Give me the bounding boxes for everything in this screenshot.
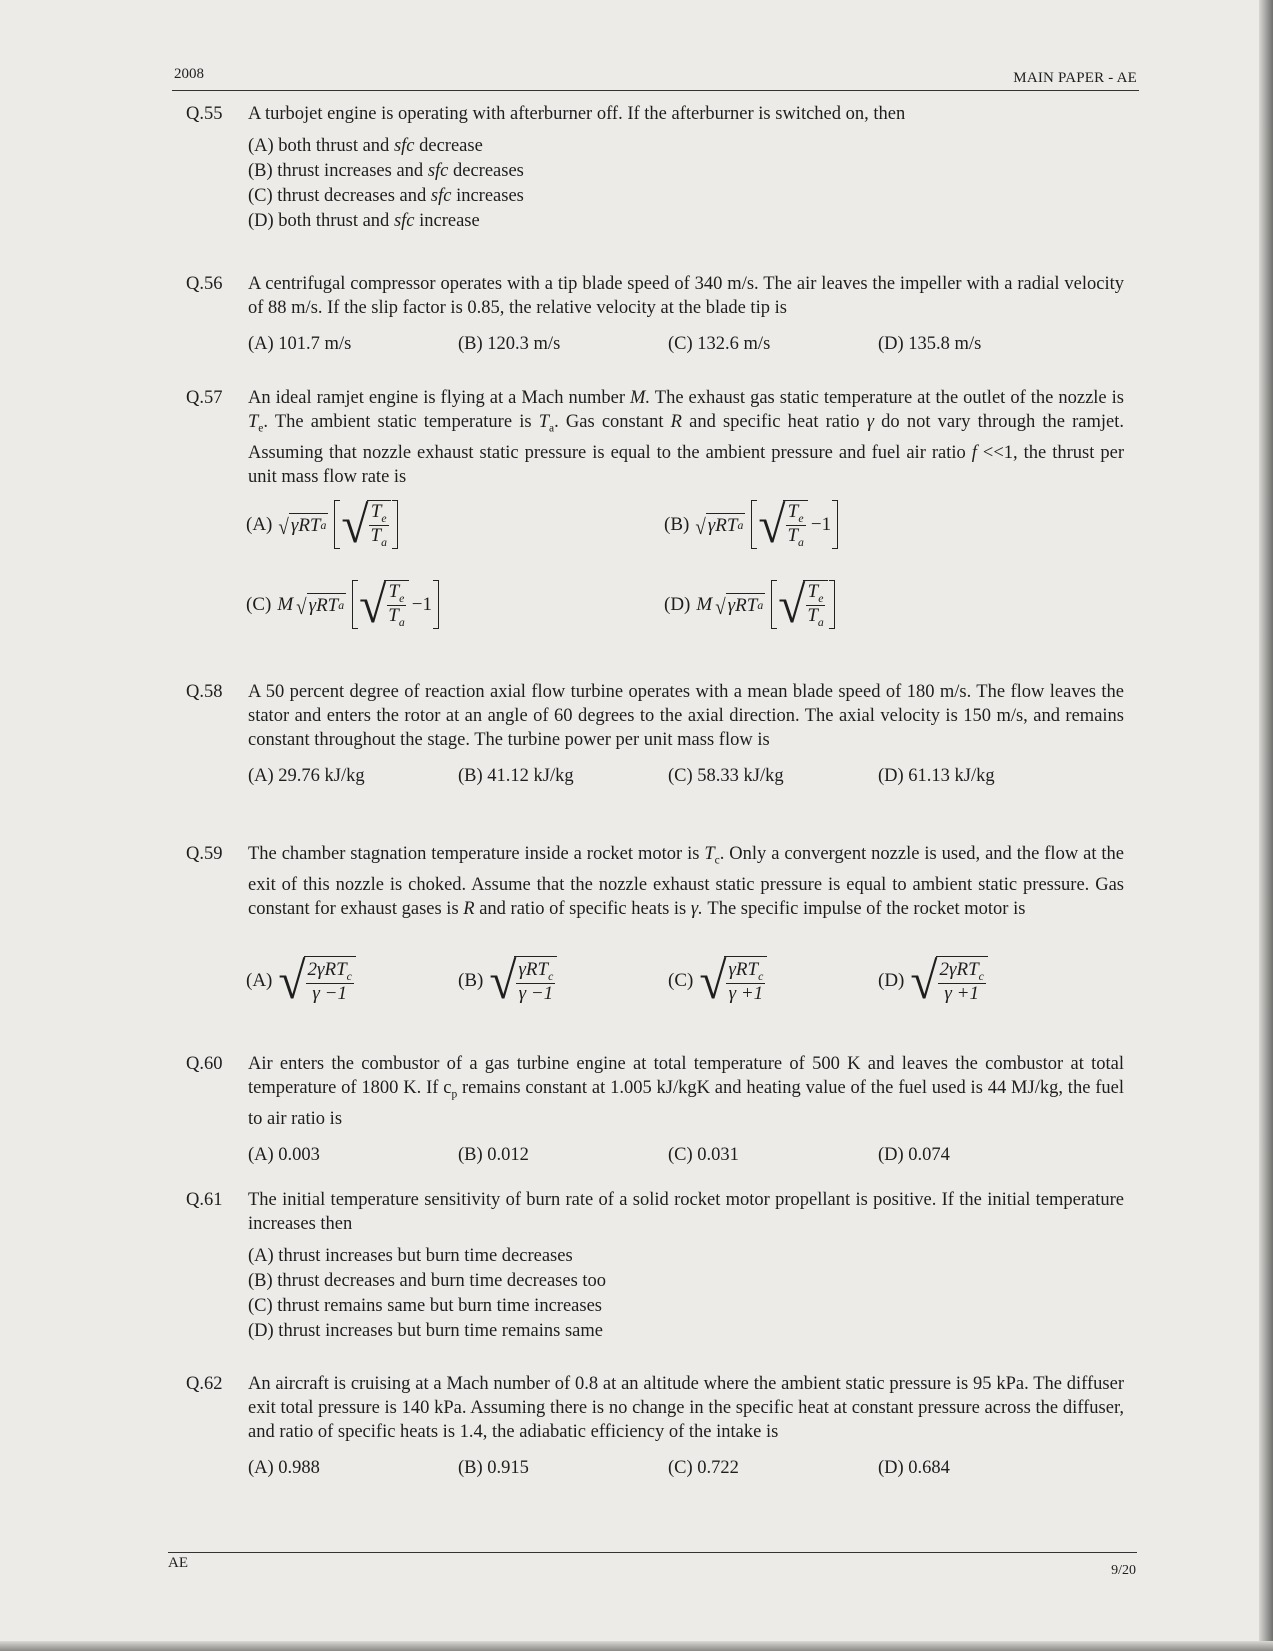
question-number: Q.59 (186, 844, 223, 864)
scan-bottom (0, 1641, 1273, 1651)
option-c: (C) thrust remains same but burn time increases (248, 1296, 602, 1316)
options-list (248, 1244, 1124, 1344)
option-d: (D) 61.13 kJ/kg (878, 766, 995, 786)
formula-59-d: (D) √ $\frac{2\gamma RT_c}{\gamma +1}$ (878, 956, 988, 1005)
question-60 (186, 1052, 1124, 1169)
question-number: Q.55 (186, 104, 223, 124)
option-c: (C) 0.722 (668, 1458, 739, 1478)
question-text: An aircraft is cruising at a Mach number of 0.8 at an altitude where the ambient static pressure is 95 kPa. The diffuser exit total pressure is 140 kPa. Assuming there is no change in the specific heat at constant pressure across the diffuser, and ratio of specific heats is 1.4, the adiabatic efficiency of the intake is (248, 1374, 1124, 1442)
question-text: Air enters the combustor of a gas turbine engine at total temperature of 500 K and leaves the combustor at total temperature of 1800 K. If $c_p$ remains constant at 1.005 kJ/kgK and heating value of the fuel used is 44 MJ/kg, the fuel to air ratio is (248, 1054, 1124, 1129)
formula-59-c: (C) √ $\frac{\gamma RT_c}{\gamma +1}$ (668, 956, 767, 1005)
question-number: Q.60 (186, 1054, 223, 1074)
formula-57-c: (C) M √ γRT a √ $\frac{T_e}{T_a}$ −1 (246, 580, 439, 629)
question-56 (186, 272, 1124, 358)
formula-59-b: (B) √ $\frac{\gamma RT_c}{\gamma -1}$ (458, 956, 557, 1005)
option-a: (A) 0.003 (248, 1144, 320, 1165)
question-number: Q.62 (186, 1374, 223, 1394)
footer-code: AE (168, 1555, 188, 1571)
option-b: (B) thrust decreases and burn time decreases too (248, 1271, 607, 1291)
formula-57-b: (B) √ γRT a √ $\frac{T_e}{T_a}$ −1 (664, 500, 838, 549)
option-d: (D) 135.8 m/s (878, 334, 982, 354)
option-d: (D) both thrust and sfc increase (248, 211, 480, 231)
option-b: (B) 0.012 (458, 1144, 529, 1165)
formula-59-a: (A) √ $\frac{2\gamma RT_c}{\gamma -1}$ (246, 956, 356, 1005)
header-rule (172, 90, 1139, 91)
question-58 (186, 680, 1124, 790)
options-list (248, 134, 1124, 234)
option-c: (C) thrust decreases and sfc increases (248, 186, 524, 206)
option-d: (D) 0.684 (878, 1458, 950, 1478)
question-text: A turbojet engine is operating with afterburner off. If the afterburner is switched on, then (248, 104, 906, 124)
option-b: (B) 120.3 m/s (458, 334, 561, 354)
option-d: (D) thrust increases but burn time remains same (248, 1321, 603, 1341)
options-row (248, 764, 1124, 790)
option-a: (A) thrust increases but burn time decreases (248, 1246, 573, 1266)
question-61 (186, 1188, 1124, 1344)
question-text: A centrifugal compressor operates with a tip blade speed of 340 m/s. The air leaves the impeller with a radial velocity of 88 m/s. If the slip factor is 0.85, the relative velocity at the blade tip is (248, 274, 1124, 318)
question-number: Q.57 (186, 388, 223, 408)
footer-page-number: 9/20 (1111, 1563, 1136, 1578)
options-row (248, 1456, 1124, 1482)
question-text: An ideal ramjet engine is flying at a Mach number M. The exhaust gas static temperature at the outlet of the nozzle is $T_e$. The ambient static temperature is $T_a$. Gas constant R and specific heat ratio γ do not vary through the ramjet. Assuming that nozzle exhaust static pressure is equal to the ambient pressure and fuel air ratio f <<1, the thrust per unit mass flow rate is (248, 388, 1124, 487)
formula-57-d: (D) M √ γRT a √ $\frac{T_e}{T_a}$ (664, 580, 835, 629)
question-57 (186, 386, 1124, 489)
option-a: (A) 29.76 kJ/kg (248, 766, 365, 786)
option-b: (B) 41.12 kJ/kg (458, 766, 574, 786)
question-59 (186, 842, 1124, 921)
options-row (248, 1143, 1124, 1169)
scan-edge (1259, 0, 1273, 1651)
header-paper: MAIN PAPER - AE (1013, 70, 1137, 86)
option-c: (C) 132.6 m/s (668, 334, 771, 354)
question-62 (186, 1372, 1124, 1482)
formula-57-a: (A) √ γRT a √ $\frac{T_e}{T_a}$ (246, 500, 398, 549)
option-c: (C) 0.031 (668, 1144, 739, 1165)
option-a: (A) 0.988 (248, 1458, 320, 1478)
footer-rule (168, 1552, 1137, 1553)
option-b: (B) thrust increases and sfc decreases (248, 161, 524, 181)
option-b: (B) 0.915 (458, 1458, 529, 1478)
question-number: Q.58 (186, 682, 223, 702)
question-number: Q.56 (186, 274, 223, 294)
question-text: A 50 percent degree of reaction axial flow turbine operates with a mean blade speed of 180 m/s. The flow leaves the stator and enters the rotor at an angle of 60 degrees to the axial direction. The axial velocity is 150 m/s, and remains constant throughout the stage. The turbine power per unit mass flow is (248, 682, 1124, 750)
option-d: (D) 0.074 (878, 1144, 950, 1165)
question-55 (186, 102, 1124, 234)
options-row (248, 332, 1124, 358)
option-c: (C) 58.33 kJ/kg (668, 766, 784, 786)
question-text: The initial temperature sensitivity of burn rate of a solid rocket motor propellant is positive. If the initial temperature increases then (248, 1190, 1124, 1234)
question-number: Q.61 (186, 1190, 223, 1210)
option-a: (A) 101.7 m/s (248, 334, 352, 354)
option-a: (A) both thrust and sfc decrease (248, 136, 483, 156)
header-year: 2008 (174, 66, 204, 82)
question-text: The chamber stagnation temperature inside a rocket motor is $T_c$. Only a convergent nozzle is used, and the flow at the exit of this nozzle is choked. Assume that the nozzle exhaust static pressure is equal to ambient static pressure. Gas constant for exhaust gases is R and ratio of specific heats is γ. The specific impulse of the rocket motor is (248, 844, 1124, 919)
